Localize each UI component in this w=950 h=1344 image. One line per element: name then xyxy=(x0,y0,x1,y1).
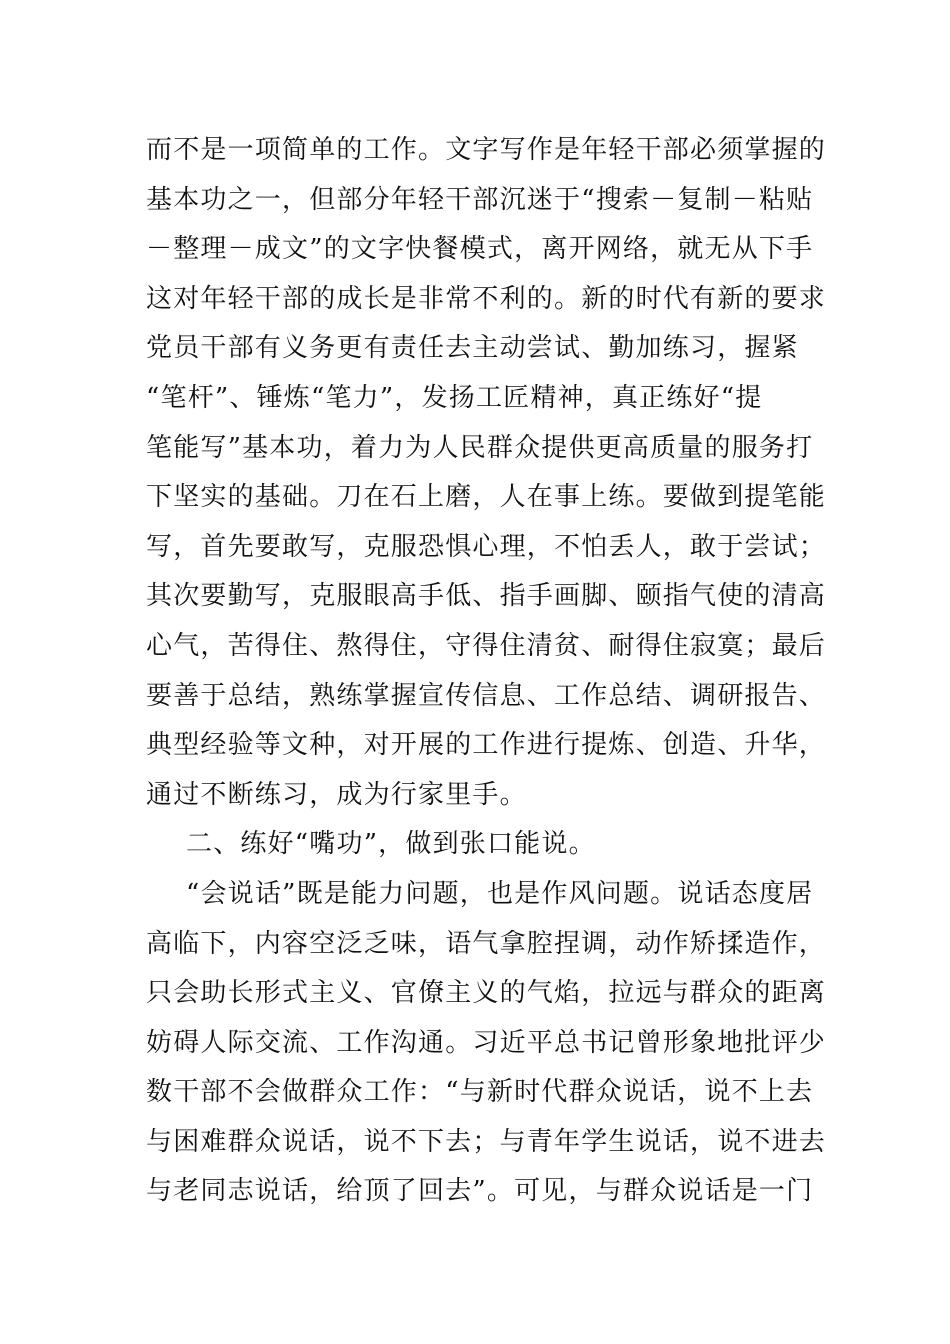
text-line: 笔能写”基本功，着力为人民群众提供更高质量的服务打 xyxy=(146,432,814,463)
text-line: 心气，苦得住、熬得住，守得住清贫、耐得住寂寞；最后 xyxy=(146,630,827,661)
text-line: 其次要勤写，克服眼高手低、指手画脚、颐指气使的清高 xyxy=(146,581,827,612)
text-line: 党员干部有义务更有责任去主动尝试、勤加练习，握紧 xyxy=(146,333,799,364)
text-line: 写，首先要敢写，克服恐惧心理，不怕丢人，敢于尝试； xyxy=(146,531,827,562)
text-line: 二、练好“嘴功”，做到张口能说。 xyxy=(186,829,596,860)
text-line: “笔杆”、锤炼“笔力”，发扬工匠精神，真正练好“提 xyxy=(146,382,763,413)
body-text xyxy=(146,126,846,1217)
text-line: －整理－成文”的文字快餐模式，离开网络，就无从下手 xyxy=(146,234,814,265)
text-line: 只会助长形式主义、官僚主义的气焰，拉远与群众的距离 xyxy=(146,978,827,1009)
text-line: 与老同志说话，给顶了回去”。可见，与群众说话是一门 xyxy=(146,1176,814,1207)
text-line: 要善于总结，熟练掌握宣传信息、工作总结、调研报告、 xyxy=(146,680,827,711)
text-line: 基本功之一，但部分年轻干部沉迷于“搜索－复制－粘贴 xyxy=(146,184,814,215)
text-line: 与困难群众说话，说不下去；与青年学生说话，说不进去 xyxy=(146,1126,827,1157)
text-line: 这对年轻干部的成长是非常不利的。新的时代有新的要求 xyxy=(146,283,827,314)
text-line: 而不是一项简单的工作。文字写作是年轻干部必须掌握的 xyxy=(146,135,827,165)
text-line: 妨碍人际交流、工作沟通。习近平总书记曾形象地批评少 xyxy=(146,1027,827,1058)
text-line: 数干部不会做群众工作：“与新时代群众说话，说不上去 xyxy=(146,1077,814,1108)
text-line: 通过不断练习，成为行家里手。 xyxy=(146,779,527,810)
text-line: 典型经验等文种，对开展的工作进行提炼、创造、升华， xyxy=(146,730,827,761)
text-line: “会说话”既是能力问题，也是作风问题。说话态度居 xyxy=(186,878,814,909)
text-line: 下坚实的基础。刀在石上磨，人在事上练。要做到提笔能 xyxy=(146,482,827,513)
text-line: 高临下，内容空泛乏味，语气拿腔捏调，动作矫揉造作， xyxy=(146,928,827,959)
